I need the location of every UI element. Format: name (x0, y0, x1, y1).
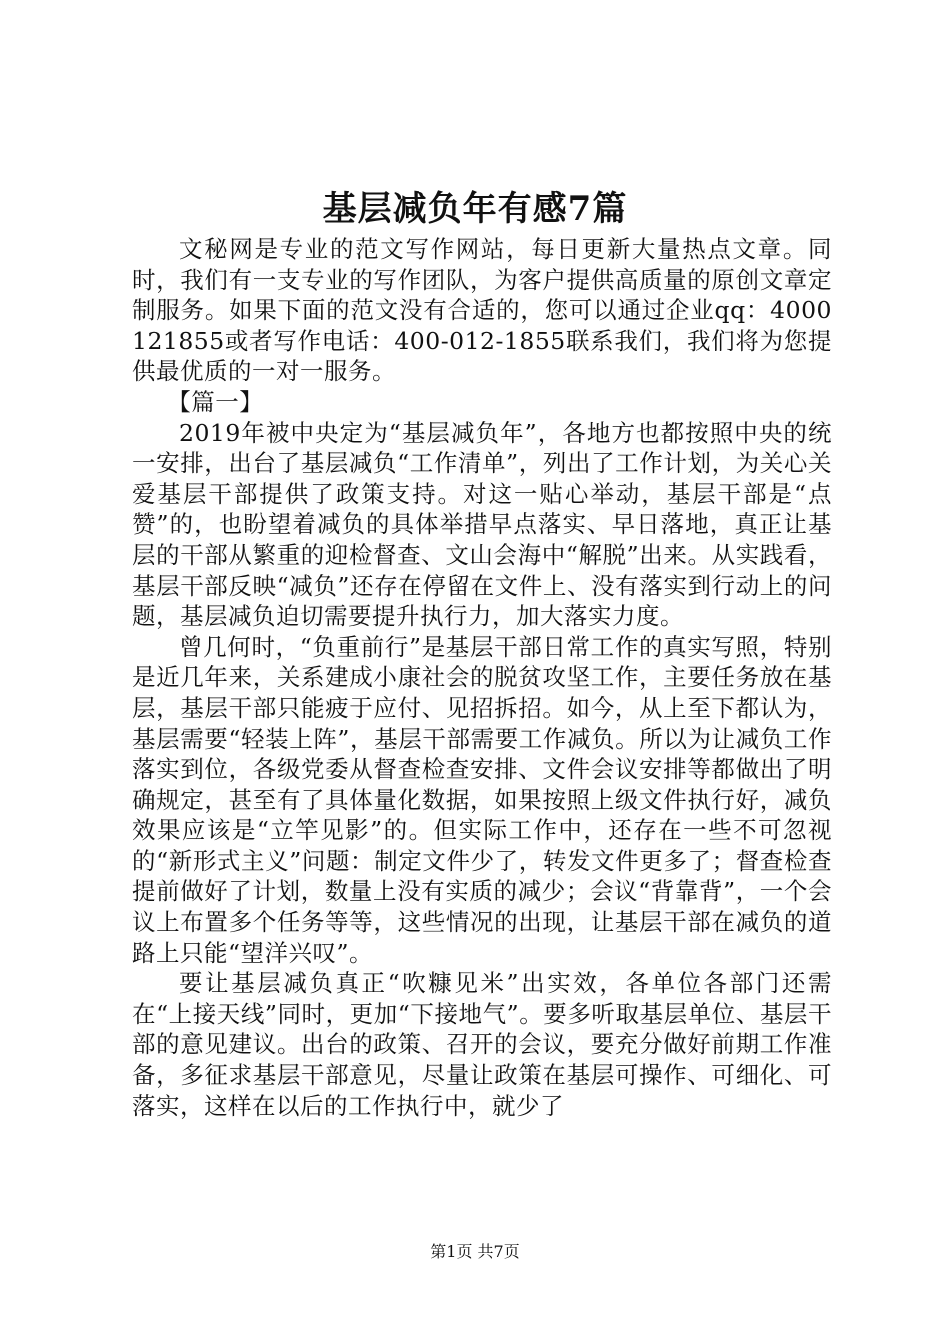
section-heading: 【篇一】 (167, 387, 264, 416)
body-paragraph-2: 曾几何时，“负重前行”是基层干部日常工作的真实写照，特别是近几年来，关系建成小康社会的脱贫攻坚工作，主要任务放在基层，基层干部只能疲于应付、见招拆招。如今，从上至下都认为，基层需要“轻装上阵”，基层干部需要工作减负。所以为让减负工作落实到位，各级党委从督查检查安排、文件会议安排等都做出了明确规定，甚至有了具体量化数据，如果按照上级文件执行好，减负效果应该是“立竿见影”的。但实际工作中，还存在一些不可忽视的“新形式主义”问题：制定文件少了，转发文件更多了；督查检查提前做好了计划，数量上没有实质的减少；会议“背靠背”，一个会议上布置多个任务等等，这些情况的出现，让基层干部在减负的道路上只能“望洋兴叹”。 (132, 632, 832, 967)
body-paragraph-1: 2019年被中央定为“基层减负年”，各地方也都按照中央的统一安排，出台了基层减负“工作清单”，列出了工作计划，为关心关爱基层干部提供了政策支持。对这一贴心举动，基层干部是“点赞”的，也盼望着减负的具体举措早点落实、早日落地，真正让基层的干部从繁重的迎检督查、文山会海中“解脱”出来。从实践看，基层干部反映“减负”还存在停留在文件上、没有落实到行动上的问题，基层减负迫切需要提升执行力，加大落实力度。 (132, 418, 832, 631)
intro-paragraph: 文秘网是专业的范文写作网站，每日更新大量热点文章。同时，我们有一支专业的写作团队，为客户提供高质量的原创文章定制服务。如果下面的范文没有合适的，您可以通过企业qq：4000121855或者写作电话：400-012-1855联系我们，我们将为您提供最优质的一对一服务。 (132, 235, 832, 386)
document-body (132, 234, 832, 1121)
document-title: 基层减负年有感7篇 (322, 189, 628, 229)
page-footer: 第1页 共7页 (430, 1242, 520, 1261)
body-paragraph-3: 要让基层减负真正“吹糠见米”出实效，各单位各部门还需在“上接天线”同时，更加“下接地气”。要多听取基层单位、基层干部的意见建议。出台的政策、召开的会议，要充分做好前期工作准备，多征求基层干部意见，尽量让政策在基层可操作、可细化、可落实，这样在以后的工作执行中，就少了 (132, 969, 832, 1120)
